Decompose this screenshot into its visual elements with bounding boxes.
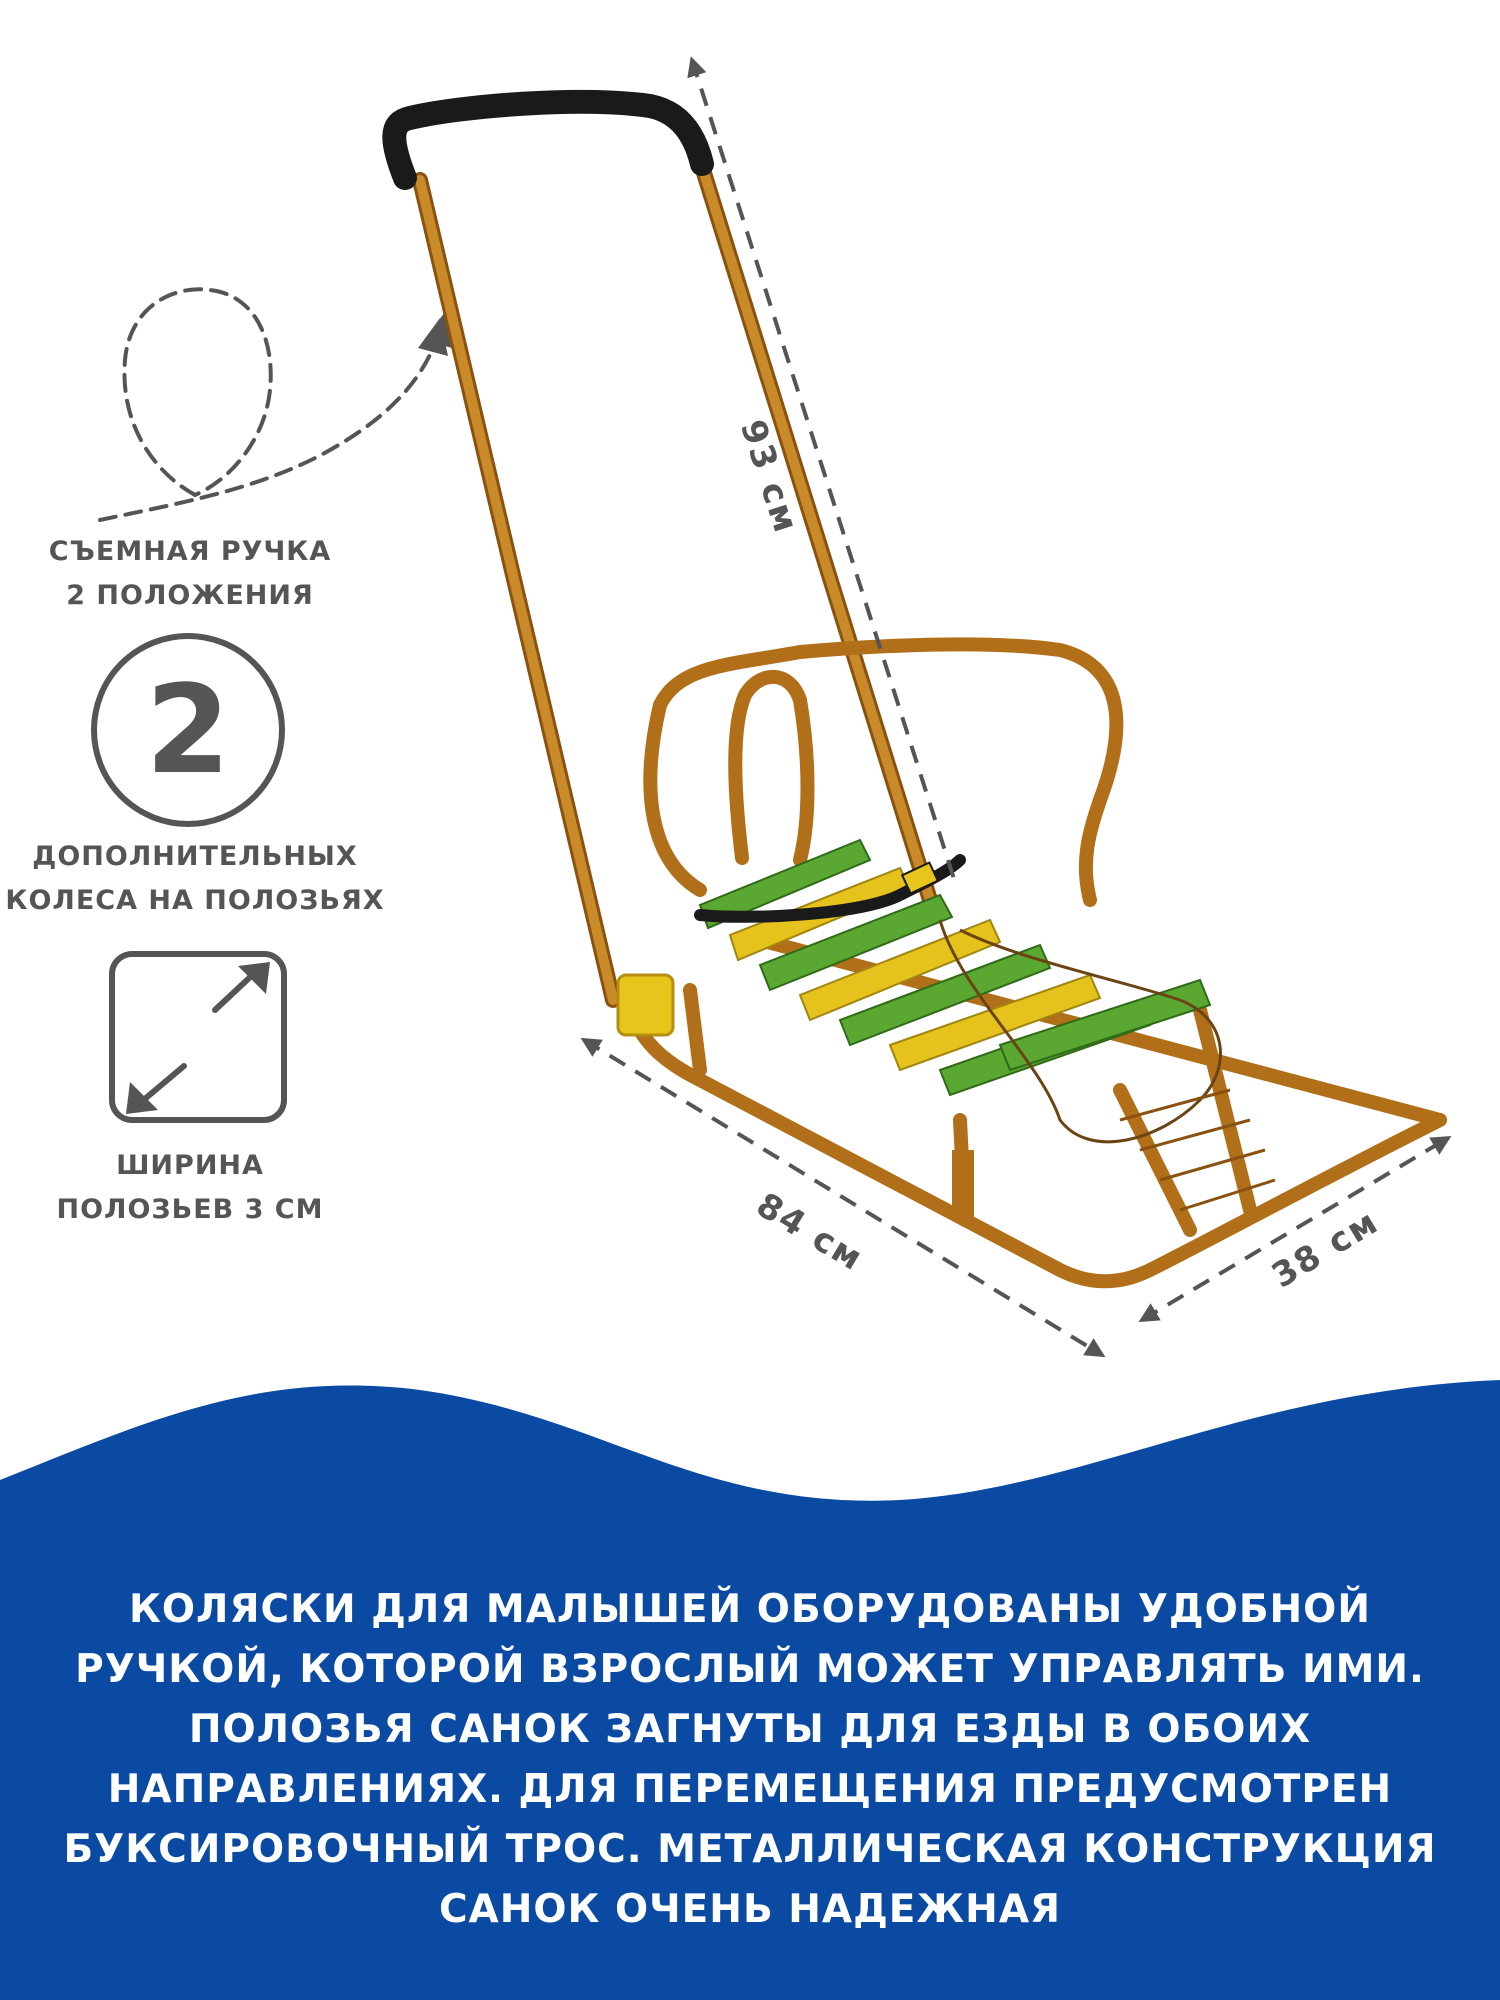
number-2-text: 2: [145, 659, 231, 801]
wheel-back: [952, 1150, 974, 1220]
handle-feature-line-2: 2 ПОЛОЖЕНИЯ: [66, 580, 314, 611]
wheels-feature-line-2: КОЛЕСА НА ПОЛОЗЬЯХ: [5, 885, 385, 916]
product-description: [40, 1580, 1460, 1940]
description-line-3: ПОЛОЗЬЯ САНОК ЗАГНУТЫ ДЛЯ ЕЗДЫ В ОБОИХ: [188, 1707, 1312, 1752]
description-line-5: БУКСИРОВОЧНЫЙ ТРОС. МЕТАЛЛИЧЕСКАЯ КОНСТРУКЦИЯ: [63, 1827, 1437, 1872]
description-line-1: КОЛЯСКИ ДЛЯ МАЛЫШЕЙ ОБОРУДОВАНЫ УДОБНОЙ: [129, 1587, 1371, 1632]
description-line-2: РУЧКОЙ, КОТОРОЙ ВЗРОСЛЫЙ МОЖЕТ УПРАВЛЯТЬ ИМИ.: [75, 1647, 1425, 1692]
description-line-6: САНОК ОЧЕНЬ НАДЕЖНАЯ: [438, 1887, 1062, 1932]
length-dimension-label: 84 см: [749, 1185, 871, 1280]
runner-width-line-2: ПОЛОЗЬЕВ 3 СМ: [56, 1194, 324, 1225]
sled-slats: [700, 840, 1210, 1095]
handle-feature-label: [0, 530, 380, 618]
description-line-4: НАПРАВЛЕНИЯХ. ДЛЯ ПЕРЕМЕЩЕНИЯ ПРЕДУСМОТРЕН: [107, 1767, 1393, 1812]
width-dimension-label: 38 см: [1265, 1201, 1386, 1297]
runner-width-line-1: ШИРИНА: [116, 1150, 264, 1181]
wheels-feature-label: [0, 835, 390, 923]
height-dimension-label: 93 см: [731, 415, 807, 539]
wheels-feature-line-1: ДОПОЛНИТЕЛЬНЫХ: [32, 841, 358, 872]
handle-position-arrow-icon: [100, 289, 440, 520]
number-2-circle-icon: [94, 636, 282, 824]
handle-feature-line-1: СЪЕМНАЯ РУЧКА: [48, 536, 332, 567]
runner-width-feature-label: [0, 1144, 380, 1232]
wheel-front: [618, 975, 673, 1035]
sled-illustration: [394, 102, 1440, 1281]
handle-grip: [394, 102, 702, 178]
length-dimension-line: [584, 1040, 1102, 1355]
